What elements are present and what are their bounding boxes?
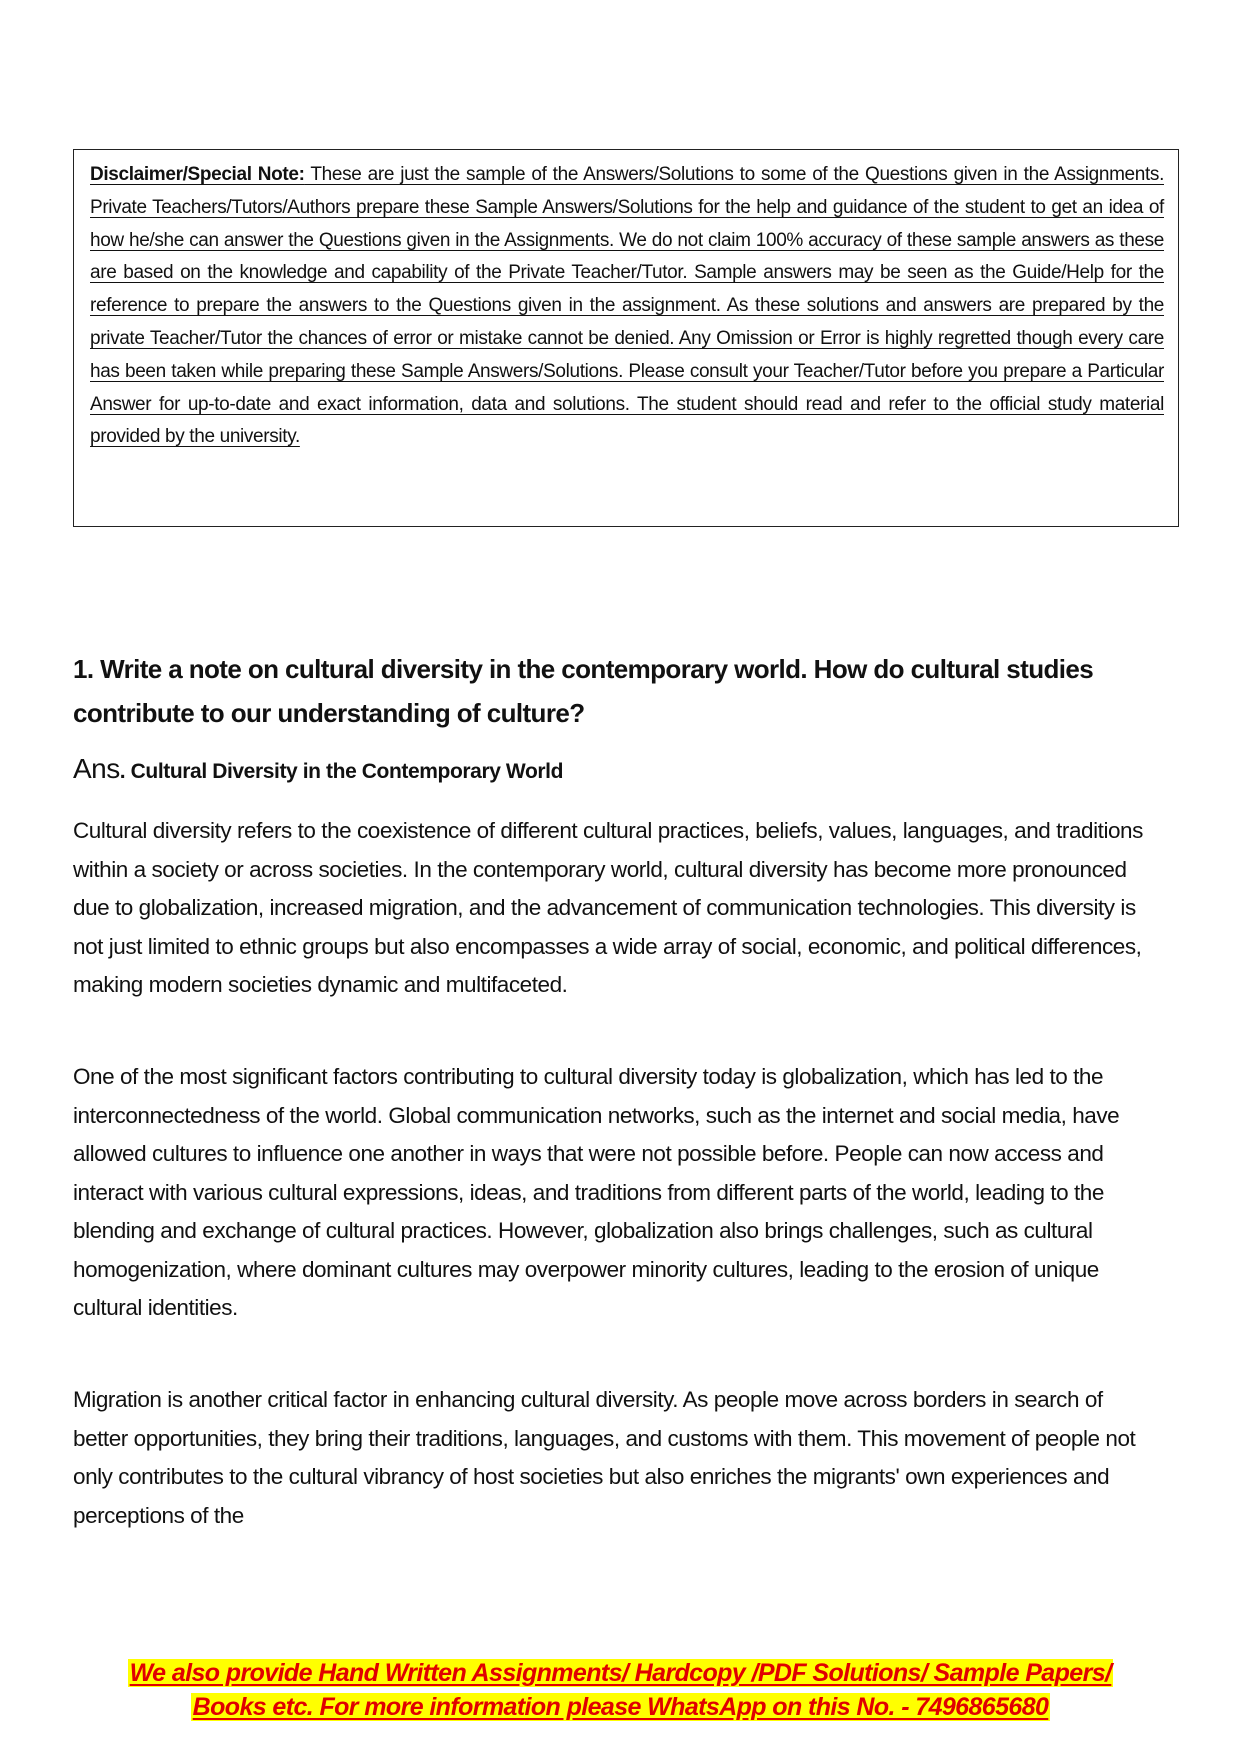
footer-promo-line-2: Books etc. For more information please WhatsApp on this No. - 7496865680 (192, 1693, 1049, 1721)
answer-paragraph: Cultural diversity refers to the coexistence of different cultural practices, beliefs, values, languages, and traditions within a society or across societies. In the contemporary world, cultural diversity has become more pronounced due to globalization, increased migration, and the advancement of communication technologies. This diversity is not just limited to ethnic groups but also encompasses a wide array of social, economic, and political differences, making modern societies dynamic and multifaceted. (73, 818, 1143, 997)
answer-heading-line (73, 753, 563, 785)
disclaimer-box (73, 149, 1179, 527)
footer-promo (0, 1656, 1241, 1724)
question-heading: 1. Write a note on cultural diversity in the contemporary world. How do cultural studies contribute to our understanding of culture? (73, 654, 1094, 728)
footer-promo-line-1: We also provide Hand Written Assignments/ Hardcopy /PDF Solutions/ Sample Papers/ (129, 1659, 1112, 1687)
answer-heading: Cultural Diversity in the Contemporary World (130, 760, 564, 783)
answer-paragraph: Migration is another critical factor in enhancing cultural diversity. As people move across borders in search of better opportunities, they bring their traditions, languages, and customs with them. This movement of people not only contributes to the cultural vibrancy of host societies but also enriches the migrants' own experiences and perceptions of the (73, 1387, 1136, 1528)
answer-separator: . (119, 760, 131, 783)
answer-paragraph: One of the most significant factors contributing to cultural diversity today is globalization, which has led to the interconnectedness of the world. Global communication networks, such as the internet and social media, have allowed cultures to influence one another in ways that were not possible before. People can now access and interact with various cultural expressions, ideas, and traditions from different parts of the world, leading to the blending and exchange of cultural practices. However, globalization also brings challenges, such as cultural homogenization, where dominant cultures may overpower minority cultures, leading to the erosion of unique cultural identities. (73, 1064, 1120, 1320)
disclaimer-body: These are just the sample of the Answers/Solutions to some of the Questions given in the Assignments. Private Teachers/Tutors/Authors prepare these Sample Answers/Solutions for the help and guidance of the student to get an idea of how he/she can answer the Questions given in the Assignments. We do not claim 100% accuracy of these sample answers as these are based on the knowledge and capability of the Private Teacher/Tutor. Sample answers may be seen as the Guide/Help for the reference to prepare the answers to the Questions given in the assignment. As these solutions and answers are prepared by the private Teacher/Tutor the chances of error or mistake cannot be denied. Any Omission or Error is highly regretted though every care has been taken while preparing these Sample Answers/Solutions. Please consult your Teacher/Tutor before you prepare a Particular Answer for up-to-date and exact information, data and solutions. The student should read and refer to the official study material provided by the university. (90, 164, 1164, 448)
disclaimer-text (90, 159, 1164, 454)
disclaimer-label: Disclaimer/Special Note: (90, 164, 305, 185)
answer-label: Ans (73, 753, 120, 784)
